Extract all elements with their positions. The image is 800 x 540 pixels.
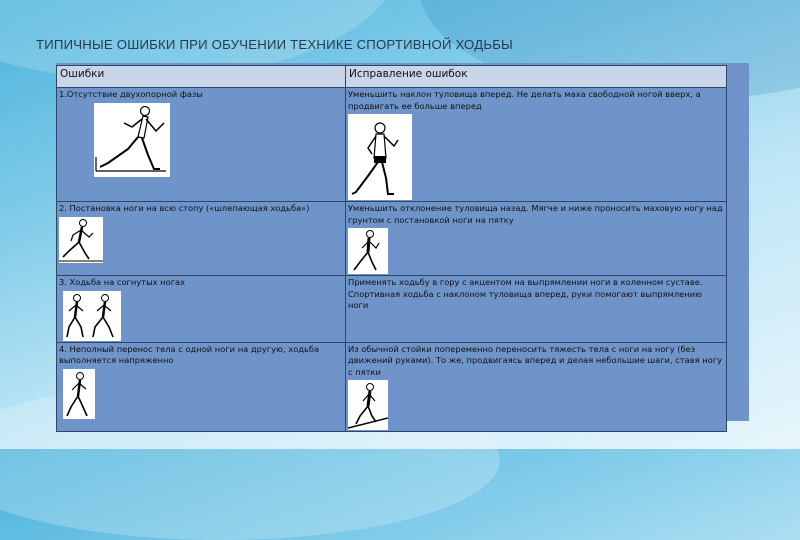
fix-text: Уменьшить отклонение туловища назад. Мягче и ниже проносить маховую ногу над грунтом с постановкой ноги на пятку (348, 203, 723, 225)
walker-figure-image (348, 114, 412, 200)
walker-figure-image (63, 369, 95, 419)
fix-cell (346, 88, 727, 202)
error-text: 4. Неполный перенос тела с одной ноги на другую, ходьба выполняется напряженно (59, 343, 320, 365)
fix-text: Применять ходьбу в гору с акцентом на выпрямлении ноги в коленном суставе. Спортивная ходьба с наклоном туловища вперед, руки помогают выпрямлению ноги (348, 277, 703, 310)
fix-cell (346, 202, 727, 276)
error-cell (57, 342, 346, 432)
fix-cell (346, 342, 727, 432)
error-text: 2. Постановка ноги на всю стопу («шлепающая ходьба») (59, 203, 310, 213)
table-header-row (57, 66, 727, 88)
walker-figure-image (63, 291, 121, 341)
header-corrections: Исправление ошибок (346, 66, 727, 88)
fix-text: Из обычной стойки попеременно переносить тяжесть тела с ноги на ногу (без движений руками). То же, продвигаясь вперед и делая небольшие шаги, ставя ногу с пятки (348, 343, 722, 377)
table-row (57, 276, 727, 343)
error-cell (57, 276, 346, 343)
table-row (57, 202, 727, 276)
error-cell (57, 202, 346, 276)
walker-figure-image (348, 228, 388, 274)
error-cell (57, 88, 346, 202)
error-text: 3. Ходьба на согнутых ногах (59, 277, 186, 287)
header-errors: Ошибки (57, 66, 346, 88)
table-row (57, 342, 727, 432)
walker-figure-image (94, 103, 170, 177)
slide-title: ТИПИЧНЫЕ ОШИБКИ ПРИ ОБУЧЕНИИ ТЕХНИКЕ СПОРТИВНОЙ ХОДЬБЫ (36, 37, 513, 52)
walker-figure-image (348, 380, 388, 430)
fix-text: Уменьшить наклон туловища вперед. Не делать маха свободной ногой вверх, а продвигать ее больше вперед (348, 89, 701, 111)
error-text: 1.Отсутствие двухопорной фазы (59, 89, 203, 99)
walker-figure-image (59, 217, 103, 263)
errors-table (56, 65, 727, 432)
errors-table-container (56, 63, 749, 421)
fix-cell (346, 276, 727, 343)
table-row (57, 88, 727, 202)
